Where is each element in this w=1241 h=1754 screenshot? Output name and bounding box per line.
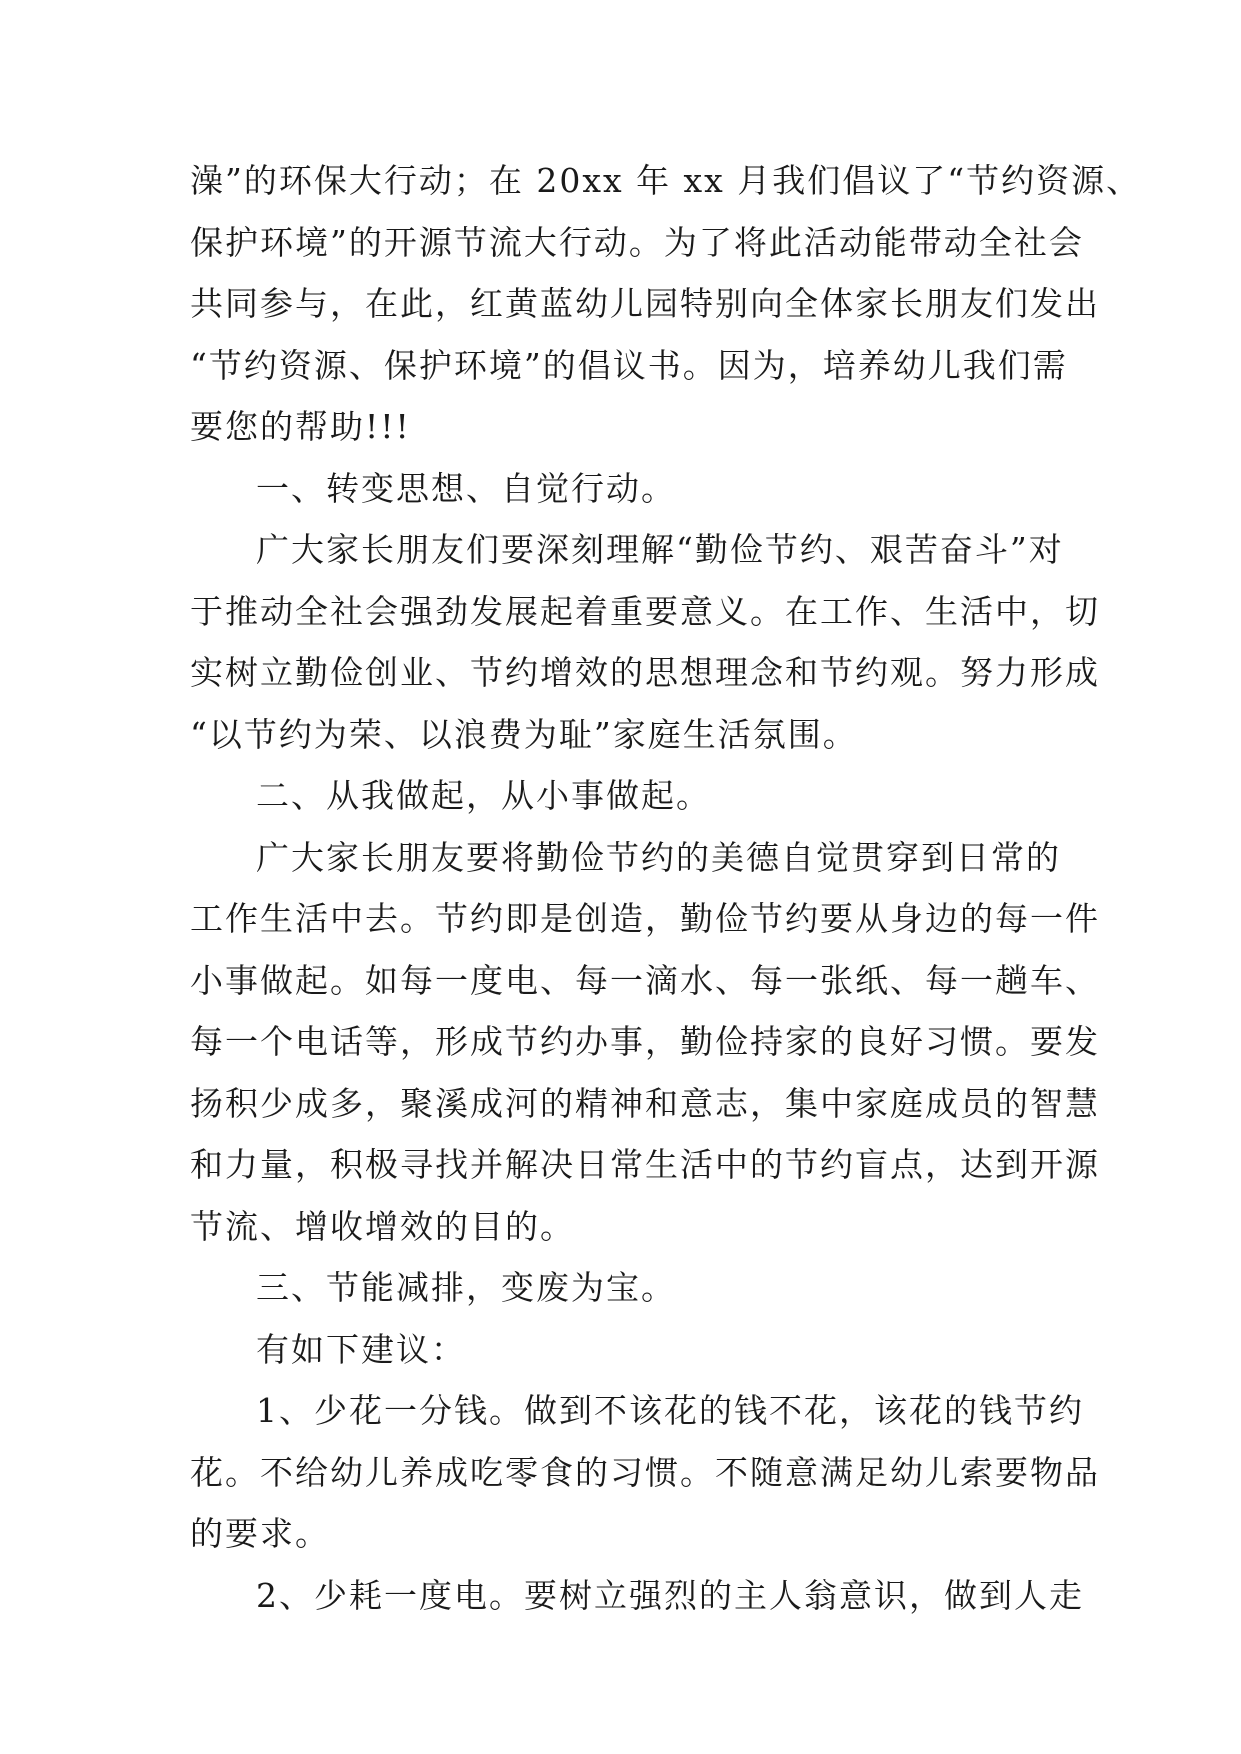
text-line: 二、从我做起，从小事做起。 <box>256 776 711 815</box>
text-line: “节约资源、保护环境”的倡议书。因为，培养幼儿我们需 <box>190 345 1068 385</box>
text-line: 一、转变思想、自觉行动。 <box>256 468 676 508</box>
suggestion-item-1 <box>190 1380 1100 1565</box>
paragraph-intro <box>190 150 1142 458</box>
section-heading-3 <box>190 1257 1060 1319</box>
text-line: 广大家长朋友们要深刻理解“勤俭节约、艰苦奋斗”对 <box>256 530 1064 569</box>
text-line: 于推动全社会强劲发展起着重要意义。在工作、生活中，切 <box>190 591 1100 631</box>
paragraph-section-1 <box>190 519 1100 765</box>
text-line: 的要求。 <box>190 1514 330 1553</box>
section-heading-1 <box>190 458 1060 520</box>
text-line: 和力量，积极寻找并解决日常生活中的节约盲点，达到开源 <box>190 1145 1100 1184</box>
suggestions-intro <box>190 1319 1060 1381</box>
text-line: 花。不给幼儿养成吃零食的习惯。不随意满足幼儿索要物品 <box>190 1452 1100 1492</box>
text-line: 实树立勤俭创业、节约增效的思想理念和节约观。努力形成 <box>190 653 1100 692</box>
text-line: “以节约为荣、以浪费为耻”家庭生活氛围。 <box>190 714 858 754</box>
text-line: 小事做起。如每一度电、每一滴水、每一张纸、每一趟车、 <box>190 960 1100 1000</box>
text-line: 1、少花一分钱。做到不该花的钱不花，该花的钱节约 <box>256 1391 1084 1430</box>
text-line: 节流、增收增效的目的。 <box>190 1206 575 1246</box>
section-heading-2 <box>190 765 1060 827</box>
paragraph-section-2 <box>190 827 1100 1258</box>
text-line: 工作生活中去。节约即是创造，勤俭节约要从身边的每一件 <box>190 899 1100 938</box>
suggestion-item-2 <box>190 1565 1084 1627</box>
text-line: 保护环境”的开源节流大行动。为了将此活动能带动全社会 <box>190 222 1084 262</box>
text-line: 广大家长朋友要将勤俭节约的美德自觉贯穿到日常的 <box>256 837 1061 877</box>
text-line: 要您的帮助!!! <box>190 407 411 446</box>
text-line: 三、节能减排，变废为宝。 <box>256 1268 676 1307</box>
document-body <box>190 150 1142 1626</box>
text-line: 澡”的环保大行动；在 20xx 年 xx 月我们倡议了“节约资源、 <box>190 161 1142 200</box>
text-line: 共同参与，在此，红黄蓝幼儿园特别向全体家长朋友们发出 <box>190 284 1100 323</box>
text-line: 有如下建议： <box>256 1329 466 1369</box>
text-line: 2、少耗一度电。要树立强烈的主人翁意识，做到人走 <box>256 1575 1084 1615</box>
text-line: 扬积少成多，聚溪成河的精神和意志，集中家庭成员的智慧 <box>190 1083 1100 1123</box>
text-line: 每一个电话等，形成节约办事，勤俭持家的良好习惯。要发 <box>190 1022 1100 1061</box>
